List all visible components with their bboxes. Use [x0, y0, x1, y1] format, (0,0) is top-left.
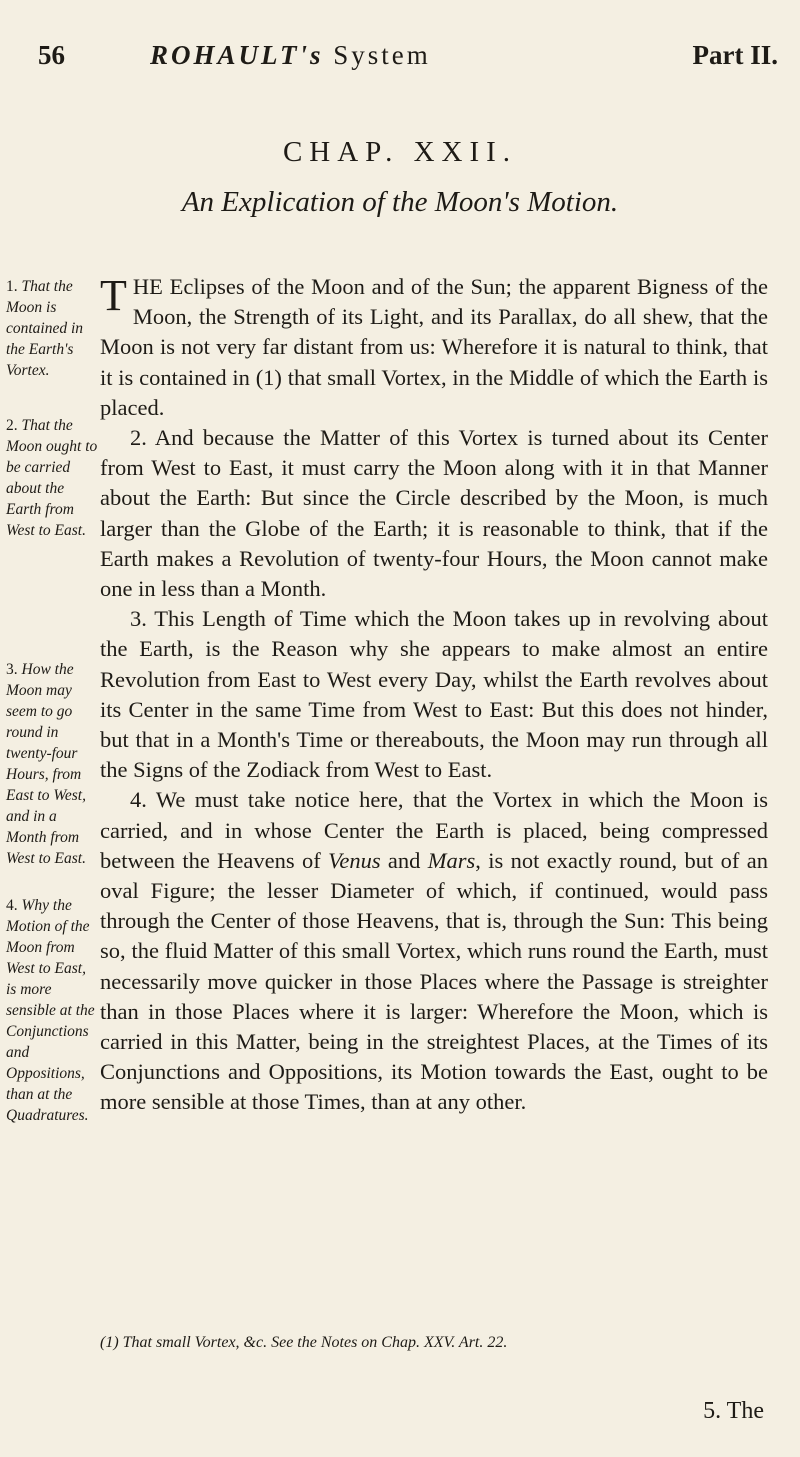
paragraph-text: and	[380, 847, 428, 873]
chapter-title: CHAP. XXII.	[282, 136, 518, 168]
footnote-marker: (1)	[100, 1334, 119, 1351]
venus-term: Venus	[328, 847, 381, 873]
paragraph-2: 2. And because the Matter of this Vortex is turned about its Center from West to East, it must carry the Moon along with it in that Manner about the Earth: But since the Circle described by the Moon, is much larger than the Globe of the Earth; it is reasonable to think, that if the Earth makes a Revolution of twenty-four Hours, the Moon cannot make one in less than a Month.	[100, 425, 768, 602]
body-text	[100, 272, 768, 1118]
paragraph-4	[100, 785, 768, 1117]
margin-note-number: 4.	[6, 897, 18, 914]
part-label: Part II.	[692, 40, 778, 70]
footnote-see: See the Notes on Chap. XXV. Art. 22.	[271, 1334, 508, 1351]
running-title-rest: System	[333, 40, 431, 70]
running-title	[150, 40, 431, 71]
catchword: 5. The	[703, 1398, 764, 1424]
margin-note-text: That the Moon ought to be carried about the Earth from West to East.	[6, 417, 98, 539]
margin-note-2	[6, 415, 98, 541]
margin-note-text: How the Moon may seem to go round in twenty-four Hours, from East to West, and in a Month from West to East.	[6, 661, 86, 867]
margin-note-number: 1.	[6, 278, 18, 295]
running-head	[38, 40, 778, 80]
paragraph-1	[100, 272, 768, 423]
footnote-ref: That small Vortex, &c.	[122, 1334, 268, 1351]
margin-note-3	[6, 659, 98, 869]
page-number: 56	[38, 40, 65, 70]
margin-note-number: 3.	[6, 661, 18, 678]
paragraph-text: HE Eclipses of the Moon and of the Sun; the apparent Bigness of the Moon, the Strength of its Light, and its Parallax, do all shew, that the Moon is not very far distant from us: Wherefore it is natural to think, that it is contained in (1) that small Vortex, in the Middle of which the Earth is placed.	[100, 274, 768, 420]
drop-cap: T	[100, 271, 127, 320]
margin-note-text: Why the Motion of the Moon from West to East, is more sensible at the Conjunctions and Oppositions, than at the Quadratures.	[6, 897, 95, 1124]
margin-note-text: That the Moon is contained in the Earth's Vortex.	[6, 278, 84, 379]
running-title-author: ROHAULT's	[150, 40, 324, 70]
footnote	[100, 1334, 768, 1352]
paragraph-3: 3. This Length of Time which the Moon takes up in revolving about the Earth, is the Reason why she appears to make almost an entire Revolution from East to West every Day, whilst the Earth revolves about its Center in the same Time from West to East: But this does not hinder, but that in a Month's Time or thereabouts, the Moon may run through all the Signs of the Zodiack from West to East.	[100, 606, 768, 783]
paragraph-text: , is not exactly round, but of an oval Figure; the lesser Diameter of which, if continued, would pass through the Center of those Heavens, that is, through the Sun: This being so, the fluid Matter of this small Vortex, which runs round the Earth, must necessarily move quicker in those Places where the Passage is streighter than in those Places where it is larger: Wherefore the Moon, which is carried in this Matter, being in the streightest Places, at the Times of its Conjunctions and Oppositions, its Motion towards the East, ought to be more sensible at those Times, than at any other.	[100, 847, 768, 1115]
mars-term: Mars	[427, 847, 476, 873]
chapter-subtitle: An Explication of the Moon's Motion.	[181, 186, 619, 218]
paragraph-text: 4. We must take notice here, that the Vortex in which the Moon is carried, and in whose Center the Earth is placed, being compressed between the Heavens of	[100, 787, 768, 873]
margin-note-4	[6, 895, 98, 1126]
margin-note-1	[6, 276, 98, 381]
margin-note-number: 2.	[6, 417, 18, 434]
